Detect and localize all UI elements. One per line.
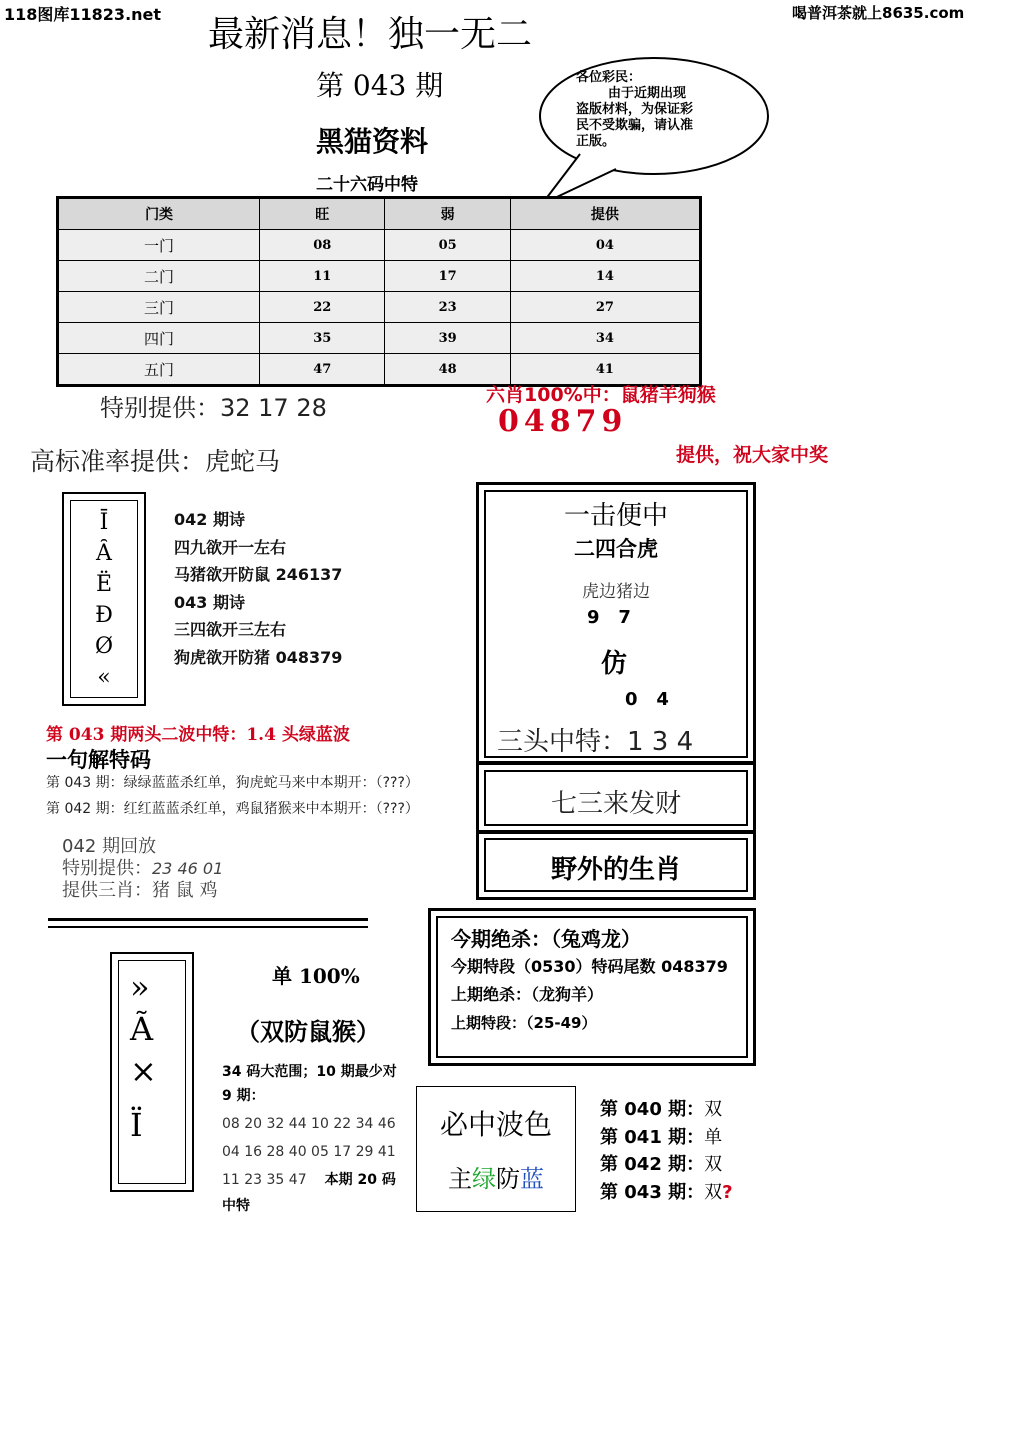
poem-glyph-box xyxy=(62,492,146,706)
subtitle: 二十六码中特 xyxy=(316,175,418,195)
table-cell: 二门 xyxy=(58,261,260,292)
glyph: Ø xyxy=(94,634,114,659)
huifang-special xyxy=(62,858,223,880)
history-value: 双 xyxy=(704,1154,723,1175)
liangtou-text: 第 043 期两头二波中特：1.4 头绿蓝波 xyxy=(46,725,350,745)
yiji-label: 虎边猪边 xyxy=(582,582,650,602)
poem-glyph-inner xyxy=(70,500,138,698)
yiji-fang: 仿 xyxy=(601,649,628,679)
table-cell: 14 xyxy=(510,261,700,292)
table-cell: 一门 xyxy=(58,230,260,261)
poem-line: 马猪欲开防鼠 246137 xyxy=(174,565,343,584)
liuxiao-number: 04879 xyxy=(498,404,628,439)
dan-range-line: 34 码大范围；10 期最少对 xyxy=(222,1064,397,1080)
column-header: 提供 xyxy=(510,198,700,230)
poem-line: 042 期诗 xyxy=(174,510,245,529)
bizhong-zhu: 主 xyxy=(448,1165,472,1193)
yiju-line: 第 043 期：绿绿蓝蓝杀红单，狗虎蛇马来中本期开：（???） xyxy=(46,775,419,791)
glyph: ⨯ xyxy=(130,1052,157,1090)
jinqi-text xyxy=(451,925,728,1037)
table-cell: 三门 xyxy=(58,292,260,323)
table-cell: 四门 xyxy=(58,323,260,354)
yewai-text: 野外的生肖 xyxy=(550,855,681,885)
jinqi-line: 上期绝杀：（龙狗羊） xyxy=(451,985,604,1004)
column-header: 旺 xyxy=(260,198,385,230)
table-cell: 47 xyxy=(260,354,385,386)
poem-line: 四九欲开一左右 xyxy=(174,537,287,557)
divider xyxy=(48,926,368,928)
history-item xyxy=(600,1096,733,1124)
yiji-title: 一击便中 xyxy=(563,501,668,531)
table-cell: 34 xyxy=(510,323,700,354)
door-table xyxy=(56,196,702,387)
jinqi-line: 今期特段（0530）特码尾数 048379 xyxy=(451,957,728,976)
poem-line: 狗虎欲开防猪 048379 xyxy=(174,647,343,667)
glyph: « xyxy=(97,665,111,690)
glyph: Ï xyxy=(130,1106,143,1144)
history-item xyxy=(600,1179,733,1207)
table-row xyxy=(58,230,701,261)
huifang-block xyxy=(62,836,223,902)
table-cell: 35 xyxy=(260,323,385,354)
poem-lines xyxy=(174,506,342,671)
huifang-special-label: 特别提供： xyxy=(62,858,152,879)
jinqi-line: 上期特段：（25-49） xyxy=(451,1014,597,1032)
huifang-title: 042 期回放 xyxy=(62,836,157,857)
bubble-line: 盗版材料，为保证彩 xyxy=(576,102,694,117)
yiju-title: 一句解特码 xyxy=(46,747,151,772)
yiji-santou: 三头中特：1 3 4 xyxy=(497,727,694,757)
table-cell: 22 xyxy=(260,292,385,323)
liuxiao-line: 六肖100%中：鼠猪羊狗猴 xyxy=(486,384,716,406)
history-value: 双 xyxy=(704,1099,723,1120)
yiji-nums2: 0 4 xyxy=(625,689,669,710)
history-value: 双 xyxy=(704,1181,723,1203)
bizhong-green: 绿 xyxy=(472,1165,496,1193)
column-header: 弱 xyxy=(385,198,510,230)
history-list xyxy=(600,1096,733,1206)
liuxiao-wish: 提供，祝大家中奖 xyxy=(676,444,829,466)
glyph: Ȃ xyxy=(96,541,112,566)
dan-nums: 04 16 28 40 05 17 29 41 xyxy=(222,1144,396,1160)
huifang-sanxiao: 提供三肖：猪 鼠 鸡 xyxy=(62,880,218,901)
table-row xyxy=(58,323,701,354)
jinqi-box xyxy=(428,908,756,1066)
column-header: 门类 xyxy=(58,198,260,230)
yiju-lines xyxy=(46,770,419,822)
history-label: 第 043 期： xyxy=(600,1181,705,1203)
bubble-text xyxy=(576,70,726,152)
dan-glyph-box xyxy=(110,952,194,1192)
divider xyxy=(48,918,368,921)
yewai-box xyxy=(476,830,756,900)
table-cell: 04 xyxy=(510,230,700,261)
table-cell: 05 xyxy=(385,230,510,261)
poem-line: 043 期诗 xyxy=(174,592,245,612)
poem-line: 三四欲开三左右 xyxy=(174,620,287,639)
qisan-text: 七三来发财 xyxy=(550,789,681,819)
glyph: Ë xyxy=(95,572,113,597)
history-item xyxy=(600,1124,733,1152)
glyph: Ī xyxy=(99,510,109,535)
bubble-line: 民不受欺骗，请认准 xyxy=(576,118,694,133)
site-left: 118图库11823.net xyxy=(4,5,162,24)
table-cell: 27 xyxy=(510,292,700,323)
history-label: 第 042 期： xyxy=(600,1154,705,1175)
glyph-column xyxy=(71,501,137,693)
bubble-line: 正版。 xyxy=(576,134,616,149)
dan-nums: 08 20 32 44 10 22 34 46 xyxy=(222,1116,396,1132)
history-value: 单 xyxy=(704,1126,723,1148)
dan-sub: （双防鼠猴） xyxy=(236,1017,380,1046)
table-cell: 23 xyxy=(385,292,510,323)
huifang-special-nums: 23 46 01 xyxy=(152,859,224,878)
glyph: Ã xyxy=(130,1010,154,1048)
dan-note: 本期 20 码 xyxy=(324,1172,396,1188)
table-header-row xyxy=(58,198,701,230)
history-label: 第 040 期： xyxy=(600,1099,705,1120)
bubble-line: 由于近期出现 xyxy=(608,86,687,101)
yiji-sub: 二四合虎 xyxy=(574,536,658,561)
table-cell: 17 xyxy=(385,261,510,292)
dan-range-line: 9 期： xyxy=(222,1088,265,1104)
bizhong-colors xyxy=(417,1159,575,1194)
glyph: » xyxy=(130,968,150,1006)
bizhong-fang: 防 xyxy=(496,1165,520,1193)
bizhong-box xyxy=(416,1086,576,1212)
bubble-line: 各位彩民： xyxy=(576,70,642,85)
qisan-box xyxy=(476,762,756,834)
document-title: 黑猫资料 xyxy=(316,125,429,158)
dan-title: 单 100% xyxy=(272,964,360,988)
table-cell: 11 xyxy=(260,261,385,292)
issue-number: 第 043 期 xyxy=(316,69,444,102)
bizhong-title: 必中波色 xyxy=(439,1108,552,1141)
jinqi-line: 今期绝杀：（兔鸡龙） xyxy=(451,927,641,951)
yiji-nums: 9 7 xyxy=(587,607,631,628)
table-cell: 39 xyxy=(385,323,510,354)
dan-nums: 11 23 35 47 xyxy=(222,1172,307,1188)
history-item xyxy=(600,1151,733,1179)
yiji-box xyxy=(476,482,756,764)
table-row xyxy=(58,261,701,292)
history-question: ? xyxy=(722,1181,733,1203)
dan-nums-row xyxy=(222,1166,397,1194)
dan-note2: 中特 xyxy=(222,1198,250,1214)
yiju-line: 第 042 期：红红蓝蓝杀红单，鸡鼠猪猴来中本期开：（???） xyxy=(46,801,419,817)
site-right: 喝普洱茶就上8635.com xyxy=(792,4,965,22)
main-title: 最新消息！独一无二 xyxy=(208,14,533,55)
table-row xyxy=(58,292,701,323)
bizhong-blue: 蓝 xyxy=(520,1165,544,1193)
history-label: 第 041 期： xyxy=(600,1126,705,1148)
glyph: Ð xyxy=(95,603,113,628)
table-cell: 48 xyxy=(385,354,510,386)
dan-range xyxy=(222,1058,397,1220)
table-cell: 五门 xyxy=(58,354,260,386)
table-cell: 41 xyxy=(510,354,700,386)
special-numbers: 特别提供：32 17 28 xyxy=(100,394,327,422)
gaobiao-text: 高标准率提供：虎蛇马 xyxy=(30,447,281,476)
dan-glyph-column xyxy=(130,966,157,1146)
table-cell: 08 xyxy=(260,230,385,261)
